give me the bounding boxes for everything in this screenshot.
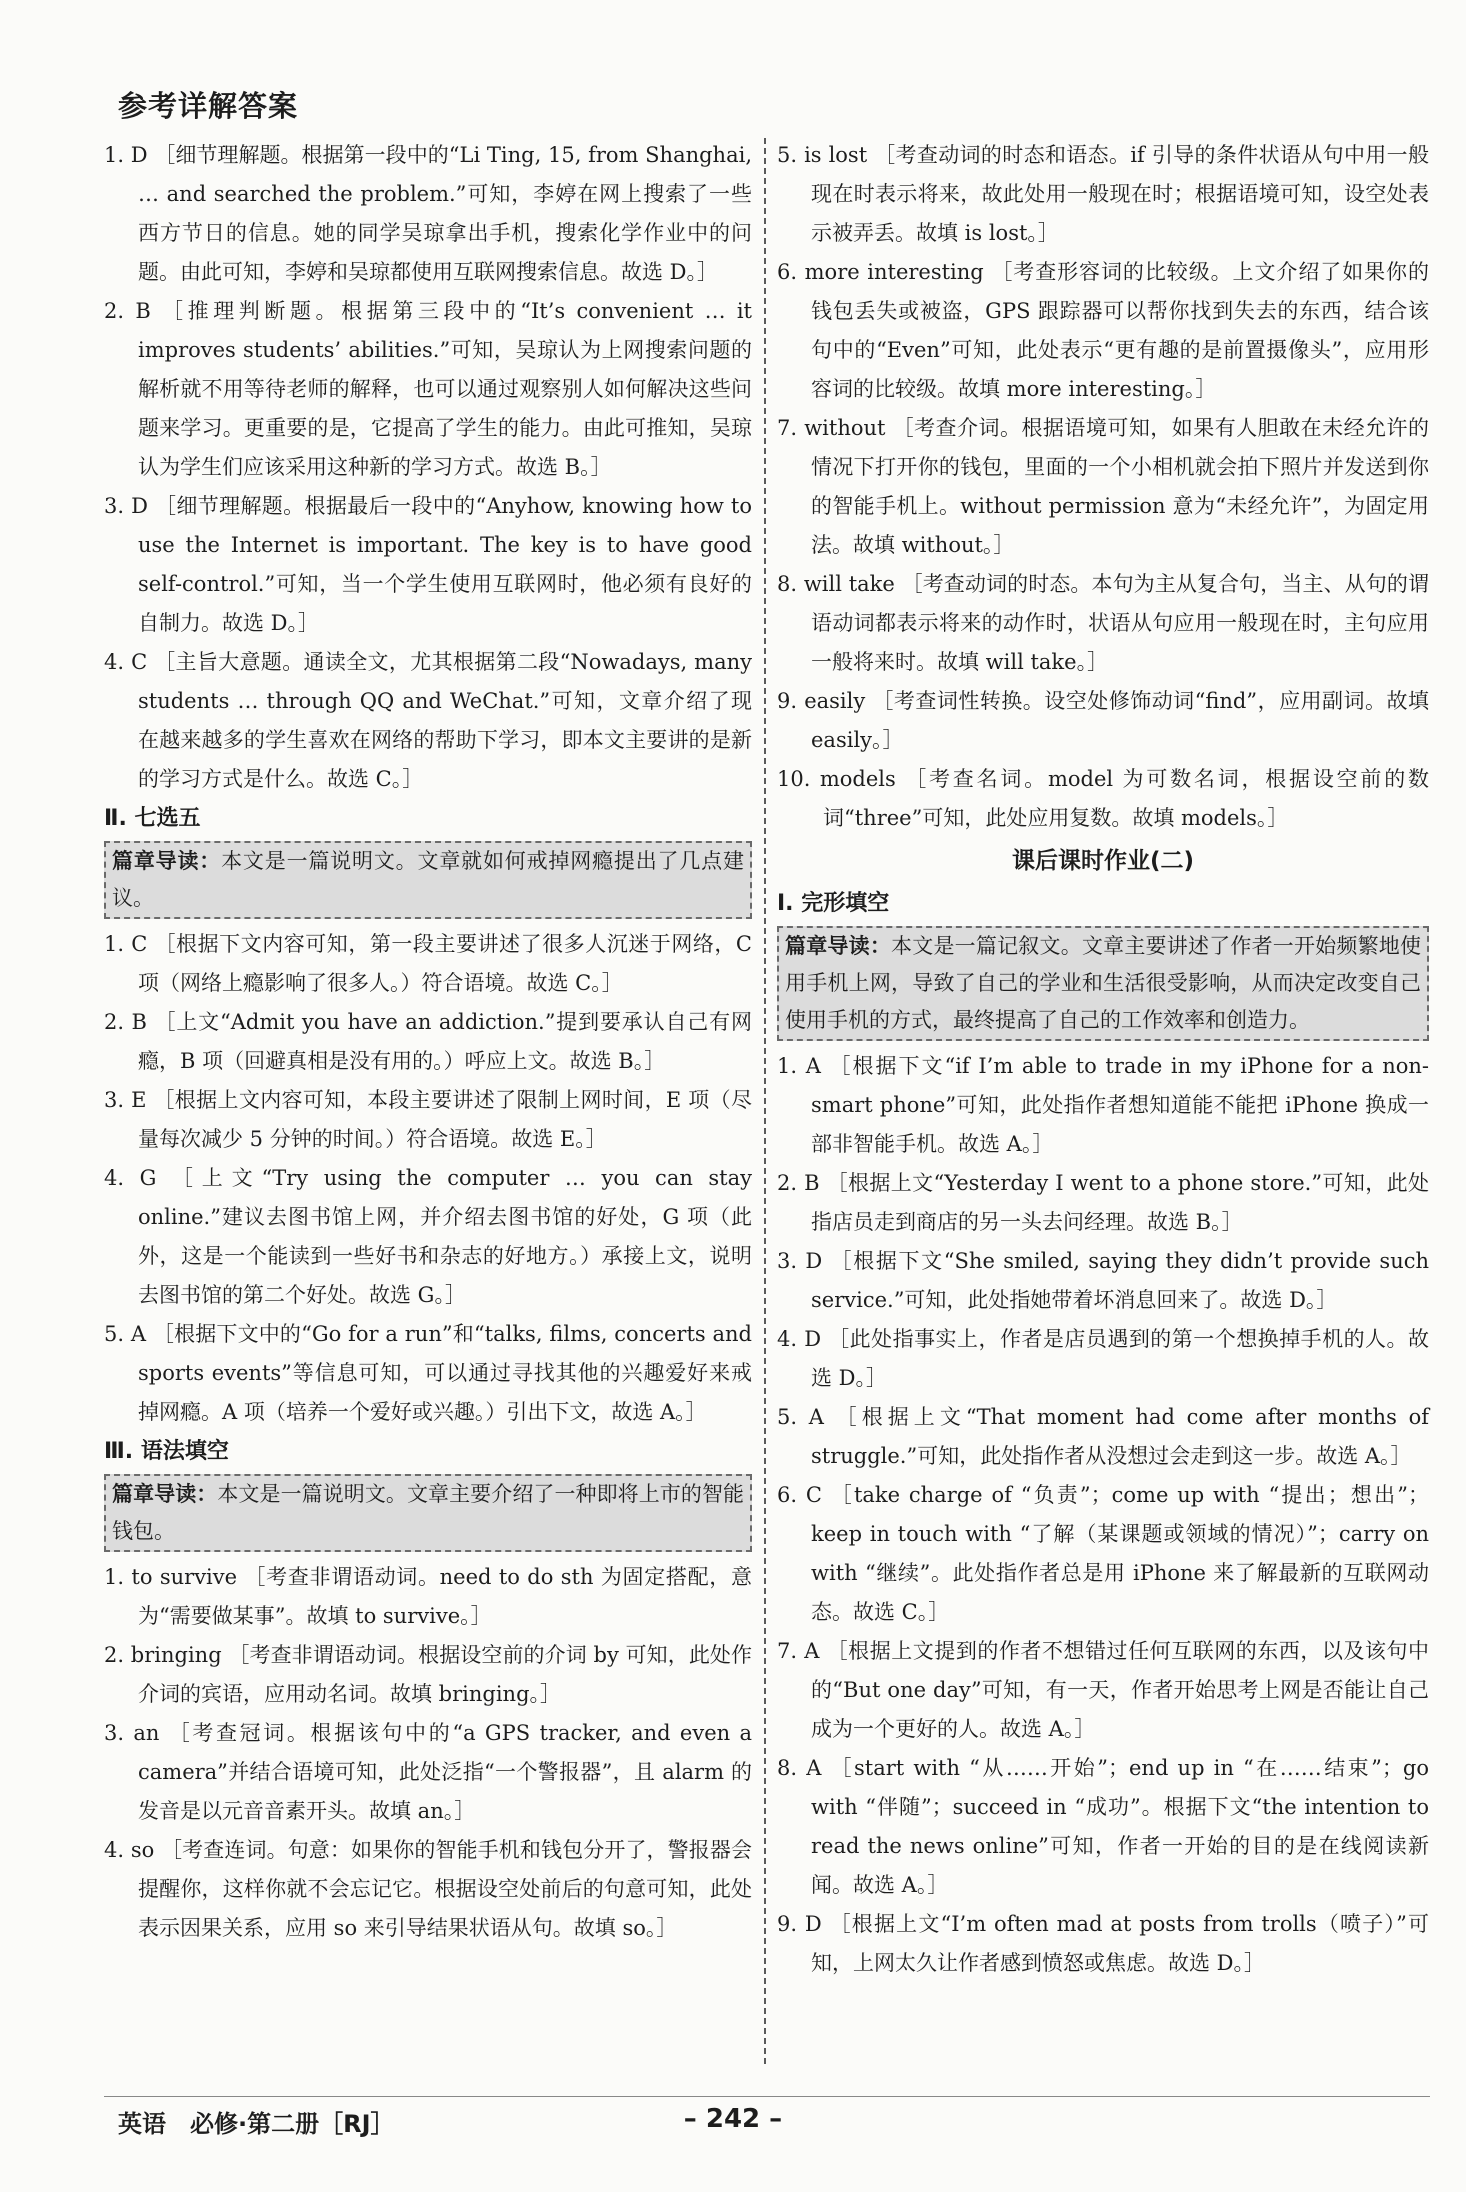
answer-number: 10. — [777, 767, 820, 791]
answer-text: A ［start with “从……开始”；end up in “在……结束”；go with “伴随”；succeed in “成功”。根据下文“the intention to read the news online”可知，作者一开始的目的是在线阅读新闻。故选 A。］ — [806, 1756, 1429, 1897]
section-heading: Ⅲ. 语法填空 — [104, 1439, 229, 1464]
answer-item — [777, 565, 1429, 682]
passage-guide-text: 本文是一篇说明文。文章就如何戒掉网瘾提出了几点建议。 — [112, 849, 745, 910]
answer-text: D ［根据上文“I’m often mad at posts from trolls（喷子）”可知，上网太久让作者感到愤怒或焦虑。故选 D。］ — [804, 1912, 1429, 1975]
answer-text: A ［根据上文“That moment had come after months of struggle.”可知，此处指作者从没想过会走到这一步。故选 A。］ — [808, 1405, 1429, 1468]
answer-item — [104, 1714, 752, 1831]
passage-guide-text: 本文是一篇记叙文。文章主要讲述了作者一开始频繁地使用手机上网，导致了自己的学业和生活很受影响，从而决定改变自己使用手机的方式，最终提高了自己的工作效率和创造力。 — [785, 934, 1422, 1032]
page-number: – 242 – — [683, 2104, 783, 2134]
answer-number: 2. — [777, 1171, 805, 1195]
answer-number: 2. — [104, 1010, 132, 1034]
answer-text: G ［上文“Try using the computer … you can stay online.”建议去图书馆上网，并介绍去图书馆的好处，G 项（此外，这是一个能读到一些好书和杂志的好地方。）承接上文，说明去图书馆的第二个好处。故选 G。］ — [138, 1166, 753, 1307]
answer-item — [104, 292, 752, 487]
answer-text: more interesting ［考查形容词的比较级。上文介绍了如果你的钱包丢失或被盗，GPS 跟踪器可以帮你找到失去的东西，结合该句中的“Even”可知，此处表示“更有趣的是前置摄像头”，应用形容词的比较级。故填 more interesting。］ — [804, 260, 1429, 401]
answer-item — [104, 1003, 752, 1081]
passage-guide-label: 篇章导读： — [112, 1482, 218, 1506]
answer-item — [104, 1558, 752, 1636]
book-name: 英语 必修·第二册［RJ］ — [118, 2110, 395, 2138]
answer-text: bringing ［考查非谓语动词。根据设空前的介词 by 可知，此处作介词的宾语，应用动名词。故填 bringing。］ — [130, 1643, 752, 1706]
answer-text: C ［根据下文内容可知，第一段主要讲述了很多人沉迷于网络，C 项（网络上瘾影响了很多人。）符合语境。故选 C。］ — [131, 932, 752, 995]
answer-text: to survive ［考查非谓语动词。need to do sth 为固定搭配，意为“需要做某事”。故填 to survive。］ — [131, 1565, 752, 1628]
passage-guide-label: 篇章导读： — [112, 849, 222, 873]
answer-item — [777, 1164, 1429, 1242]
passage-guide-label: 篇章导读： — [785, 934, 892, 958]
answer-item — [104, 1315, 752, 1432]
answer-text: easily ［考查词性转换。设空处修饰动词“find”，应用副词。故填 easily。］ — [804, 689, 1429, 752]
answer-text: models ［考查名词。model 为可数名词，根据设空前的数词“three”可知，此处应用复数。故填 models。］ — [819, 767, 1429, 830]
answer-number: 2. — [104, 1643, 131, 1667]
answer-number: 3. — [104, 494, 132, 518]
passage-guide-box — [104, 841, 752, 919]
answer-number: 5. — [777, 143, 805, 167]
answer-item — [104, 643, 752, 799]
answer-text: will take ［考查动词的时态。本句为主从复合句，当主、从句的谓语动词都表示将来的动作时，状语从句应用一般现在时，主句应用一般将来时。故填 will take。］ — [803, 572, 1429, 674]
answer-text: A ［根据上文提到的作者不想错过任何互联网的东西，以及该句中的“But one day”可知，有一天，作者开始思考上网是否能让自己成为一个更好的人。故选 A。］ — [804, 1639, 1429, 1741]
answer-number: 3. — [104, 1721, 134, 1745]
answer-item — [777, 682, 1429, 760]
answer-number: 4. — [104, 1166, 140, 1190]
answer-item — [777, 136, 1429, 253]
answer-number: 4. — [104, 650, 132, 674]
homework-title: 课后课时作业(二) — [1011, 848, 1195, 874]
answer-text: D ［细节理解题。根据最后一段中的“Anyhow, knowing how to use the Internet is important. The key is to have good self-control.”可知，当一个学生使用互联网时，他必须有良好的自制力。故选 D。］ — [131, 494, 753, 635]
answer-number: 6. — [777, 1483, 806, 1507]
answer-number: 1. — [104, 932, 132, 956]
answer-number: 4. — [777, 1327, 805, 1351]
answer-item — [777, 760, 1429, 838]
answer-text: D ［根据下文“She smiled, saying they didn’t provide such service.”可知，此处指她带着坏消息回来了。故选 D。］ — [805, 1249, 1430, 1312]
page-title: 参考详解答案 — [118, 89, 299, 123]
answer-number: 9. — [777, 1912, 805, 1936]
answer-item — [777, 1242, 1429, 1320]
answer-text: A ［根据下文“if I’m able to trade in my iPhone for a non-smart phone”可知，此处指作者想知道能不能把 iPhone 换成一部非智能手机。故选 A。］ — [805, 1054, 1429, 1156]
answer-text: A ［根据下文中的“Go for a run”和“talks, films, concerts and sports events”等信息可知，可以通过寻找其他的兴趣爱好来戒掉网瘾。A 项（培养一个爱好或兴趣。）引出下文，故选 A。］ — [130, 1322, 752, 1424]
passage-guide-box — [104, 1474, 752, 1552]
answer-item — [777, 1905, 1429, 1983]
answer-item — [777, 253, 1429, 409]
answer-item — [104, 1081, 752, 1159]
answer-number: 7. — [777, 416, 805, 440]
answer-text: without ［考查介词。根据语境可知，如果有人胆敢在未经允许的情况下打开你的钱包，里面的一个小相机就会拍下照片并发送到你的智能手机上。without permission 意为“未经允许”，为固定用法。故填 without。］ — [804, 416, 1429, 557]
answer-text: B ［根据上文“Yesterday I went to a phone store.”可知，此处指店员走到商店的另一头去问经理。故选 B。］ — [804, 1171, 1429, 1234]
section-heading: Ⅰ. 完形填空 — [777, 891, 890, 916]
answer-item — [104, 487, 752, 643]
answer-item — [777, 1047, 1429, 1164]
answer-item — [104, 136, 752, 292]
answer-item — [104, 925, 752, 1003]
answer-number: 3. — [777, 1249, 806, 1273]
answer-number: 6. — [777, 260, 805, 284]
answer-item — [104, 1636, 752, 1714]
answer-text: B ［上文“Admit you have an addiction.”提到要承认自己有网瘾，B 项（回避真相是没有用的。）呼应上文。故选 B。］ — [131, 1010, 752, 1073]
answer-number: 8. — [777, 1756, 807, 1780]
answer-text: an ［考查冠词。根据该句中的“a GPS tracker, and even a camera”并结合语境可知，此处泛指“一个警报器”，且 alarm 的发音是以元音音素开头。故填 an。］ — [133, 1721, 753, 1823]
answer-text: B ［推理判断题。根据第三段中的“It’s convenient … it improves students’ abilities.”可知，吴琼认为上网搜索问题的解析就不用等待老师的解释，也可以通过观察别人如何解决这些问题来学习。更重要的是，它提高了学生的能力。由此可推知，吴琼认为学生们应该采用这种新的学习方式。故选 B。］ — [135, 299, 752, 479]
answer-number: 7. — [777, 1639, 805, 1663]
answer-text: E ［根据上文内容可知，本段主要讲述了限制上网时间，E 项（尽量每次减少 5 分钟的时间。）符合语境。故选 E。］ — [131, 1088, 752, 1151]
right-column — [777, 136, 1429, 1983]
answer-item — [104, 1159, 752, 1315]
answer-text: D ［此处指事实上，作者是店员遇到的第一个想换掉手机的人。故选 D。］ — [804, 1327, 1429, 1390]
answer-number: 4. — [104, 1838, 131, 1862]
answer-number: 5. — [777, 1405, 809, 1429]
footer-rule — [104, 2096, 1430, 2097]
answer-item — [777, 409, 1429, 565]
answer-number: 9. — [777, 689, 805, 713]
answer-number: 1. — [777, 1054, 806, 1078]
answer-number: 8. — [777, 572, 804, 596]
answer-item — [777, 1476, 1429, 1632]
answer-number: 3. — [104, 1088, 132, 1112]
answer-text: so ［考查连词。句意：如果你的智能手机和钱包分开了，警报器会提醒你，这样你就不会忘记它。根据设空处前后的句意可知，此处表示因果关系，应用 so 来引导结果状语从句。故填 so。］ — [130, 1838, 752, 1940]
answer-text: is lost ［考查动词的时态和语态。if 引导的条件状语从句中用一般现在时表示将来，故此处用一般现在时；根据语境可知，设空处表示被弄丢。故填 is lost。］ — [804, 143, 1429, 245]
answer-item — [777, 1320, 1429, 1398]
answer-number: 1. — [104, 1565, 132, 1589]
answer-item — [104, 1831, 752, 1948]
answer-text: C ［主旨大意题。通读全文，尤其根据第二段“Nowadays, many students … through QQ and WeChat.”可知，文章介绍了现在越来越多的学生喜欢在网络的帮助下学习，即本文主要讲的是新的学习方式是什么。故选 C。］ — [131, 650, 752, 791]
passage-guide-box — [777, 926, 1429, 1041]
answer-number: 1. — [104, 143, 131, 167]
section-heading: Ⅱ. 七选五 — [104, 806, 201, 831]
answer-text: C ［take charge of “负责”；come up with “提出；想出”；keep in touch with “了解（某课题或领域的情况）”；carry on with “继续”。此处指作者总是用 iPhone 来了解最新的互联网动态。故选 C。］ — [805, 1483, 1429, 1624]
answer-item — [777, 1749, 1429, 1905]
answer-item — [777, 1632, 1429, 1749]
left-column — [104, 136, 752, 1948]
column-divider — [764, 138, 766, 2064]
answer-text: D ［细节理解题。根据第一段中的“Li Ting, 15, from Shanghai, … and searched the problem.”可知，李婷在网上搜索了一些西方节日的信息。她的同学吴琼拿出手机，搜索化学作业中的问题。由此可知，李婷和吴琼都使用互联网搜索信息。故选 D。］ — [130, 143, 752, 284]
answer-item — [777, 1398, 1429, 1476]
passage-guide-text: 本文是一篇说明文。文章主要介绍了一种即将上市的智能钱包。 — [112, 1482, 745, 1543]
answer-number: 2. — [104, 299, 136, 323]
answer-number: 5. — [104, 1322, 131, 1346]
